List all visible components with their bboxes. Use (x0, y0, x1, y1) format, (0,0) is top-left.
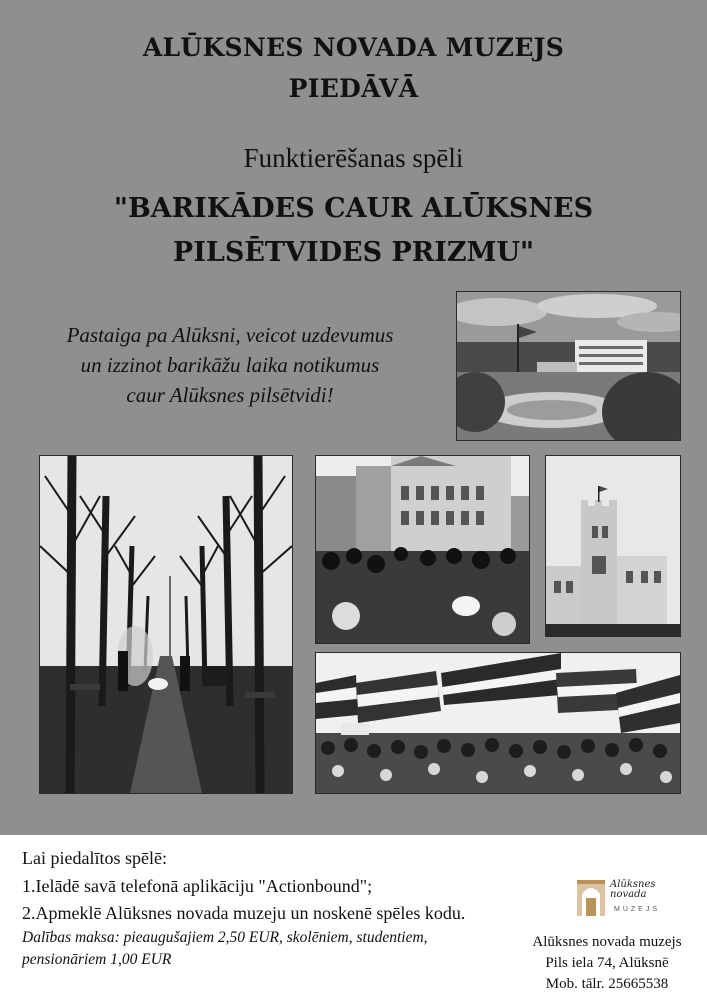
park-alley-bonfire-photo (39, 455, 293, 794)
game-type-subtitle: Funktierēšanas spēli (243, 143, 464, 173)
aerial-town-square-photo (456, 291, 681, 441)
flags-demonstration-photo (315, 652, 681, 794)
game-title-line1: "BARIKĀDES CAUR ALŪKSNES (113, 193, 594, 224)
contact-block (517, 932, 697, 995)
price-line: pensionāriem 1,00 EUR (22, 951, 172, 968)
contact-name: Alūksnes novada muzejs (532, 934, 682, 950)
price-line: Dalības maksa: pieaugušajiem 2,50 EUR, skolēniem, studentiem, (22, 929, 428, 946)
instructions-heading: Lai piedalītos spēlē: (22, 848, 167, 868)
museum-logo (574, 876, 674, 920)
crowd-city-building-photo (315, 455, 530, 644)
participation-price (22, 927, 522, 971)
description-line: caur Alūksnes pilsētvidi! (126, 383, 334, 407)
game-title-line2: PILSĒTVIDES PRIZMU" (172, 237, 535, 268)
museum-name-heading: ALŪKSNES NOVADA MUZEJS (142, 33, 565, 62)
description-line: un izzinot barikāžu laika notikumus (80, 353, 380, 377)
description-line: Pastaiga pa Alūksni, veicot uzdevumus (66, 323, 394, 347)
contact-phone: Mob. tālr. 25665538 (545, 976, 669, 992)
instruction-step-1: 1.Ielādē savā telefonā aplikāciju "Actionbound"; (22, 876, 373, 896)
offers-heading: PIEDĀVĀ (288, 74, 419, 103)
logo-script-text: Alūksnes novada (610, 879, 656, 900)
castle-tower-photo (545, 455, 681, 637)
logo-word: MUZEJS (614, 906, 660, 913)
contact-address: Pils iela 74, Alūksnē (545, 955, 669, 971)
description-text (30, 320, 430, 410)
instruction-step-2: 2.Apmeklē Alūksnes novada muzeju un noskenē spēles kodu. (22, 903, 466, 923)
